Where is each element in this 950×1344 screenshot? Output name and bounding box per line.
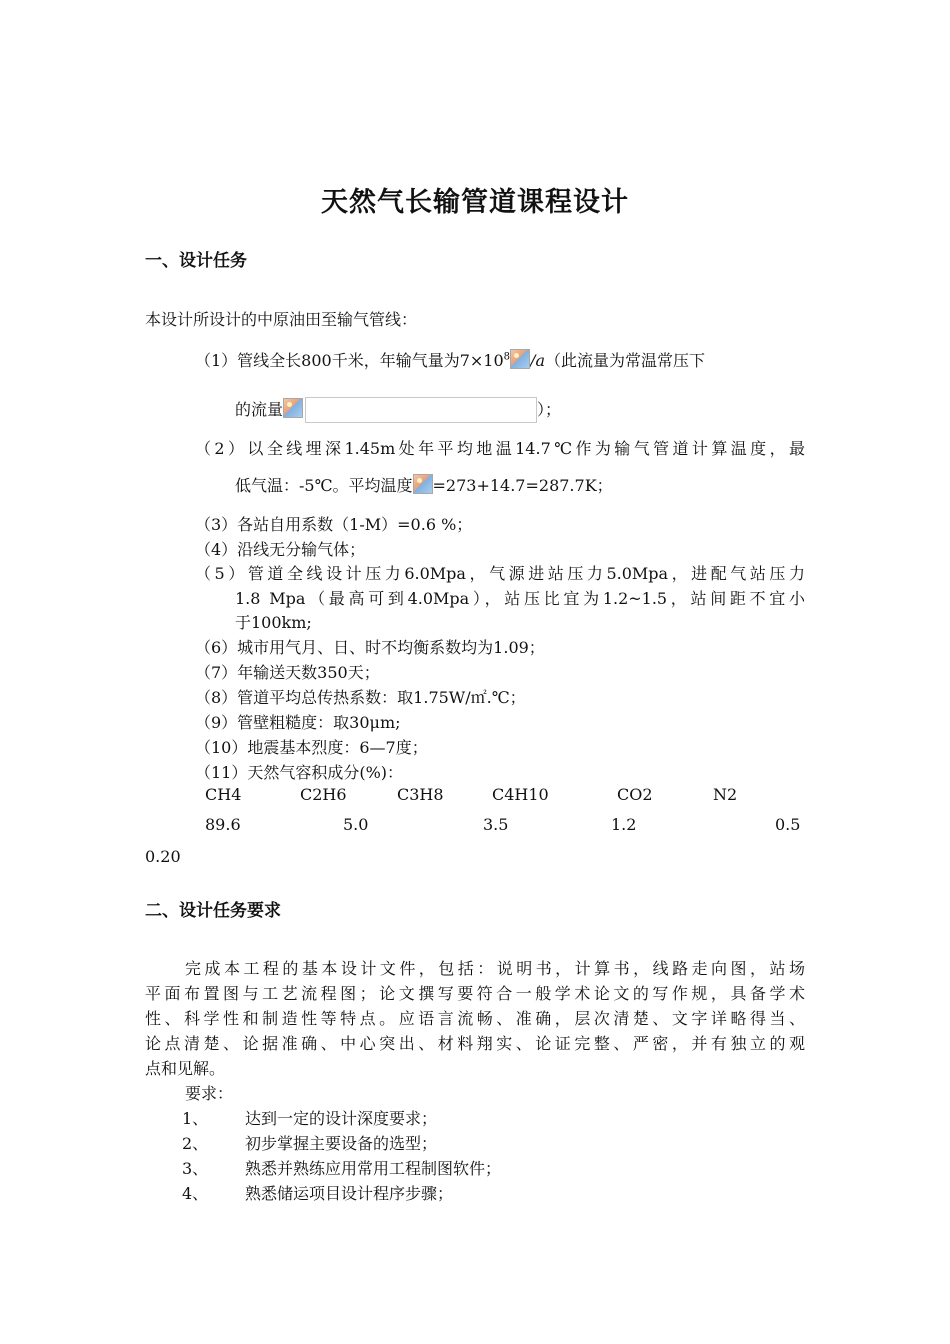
document-title: 天然气长输管道课程设计 [321, 187, 629, 218]
item-2-line-2 [235, 473, 613, 496]
broken-image-icon [510, 349, 530, 369]
intro-text: 本设计所设计的中原油田至输气管线： [145, 310, 418, 329]
gas-header-c4h10: C4H10 [492, 785, 549, 804]
para-line-4: 论点清楚、论据准确、中心突出、材料翔实、论证完整、严密，并有独立的观 [145, 1034, 805, 1053]
item-8: （8）管道平均总传热系数：取1.75W/㎡.℃； [195, 688, 526, 707]
broken-image-icon [413, 474, 433, 494]
item-7: （7）年输送天数350天； [195, 663, 380, 682]
req-num-2: 2、 [182, 1134, 209, 1153]
para-line-2: 平面布置图与工艺流程图；论文撰写要符合一般学术论文的写作规，具备学术 [145, 984, 805, 1003]
gas-value-ch4: 89.6 [205, 815, 241, 834]
item-5-line-2: 1.8 Mpa（最高可到4.0Mpa），站压比宜为1.2~1.5，站间距不宜小 [235, 589, 805, 608]
gas-header-co2: CO2 [617, 785, 653, 804]
para-line-5: 点和见解。 [145, 1059, 226, 1078]
item-11: （11）天然气容积成分(%)： [195, 763, 404, 782]
gas-header-ch4: CH4 [205, 785, 242, 804]
req-text-1: 达到一定的设计深度要求； [245, 1109, 438, 1128]
gas-value-c4h10: 1.2 [611, 815, 637, 834]
item-2-text-b: 低气温：-5℃。平均温度 [235, 476, 413, 495]
req-text-4: 熟悉储运项目设计程序步骤； [245, 1184, 454, 1203]
item-2-text-c: =273+14.7=287.7K； [432, 476, 613, 495]
item-6: （6）城市用气月、日、时不均衡系数均为1.09； [195, 638, 545, 657]
gas-value-co2: 0.5 [775, 815, 801, 834]
requirements-label: 要求： [185, 1084, 234, 1103]
item-3: （3）各站自用系数（1-M）=0.6 %； [195, 515, 473, 534]
item-1-text-a: （1）管线全长800千米，年输气量为7×10 [195, 351, 504, 370]
gas-value-n2: 0.20 [145, 847, 181, 866]
item-1-line-1 [195, 348, 705, 371]
item-5-line-1: （5）管道全线设计压力6.0Mpa，气源进站压力5.0Mpa，进配气站压力 [195, 564, 805, 583]
section1-heading: 一、设计任务 [145, 251, 247, 271]
item-4: （4）沿线无分输气体； [195, 540, 366, 559]
broken-image-icon [283, 398, 303, 418]
item-1-exponent: 8 [503, 351, 511, 363]
item-1-line-2 [235, 397, 561, 423]
item-1-unit: /a [530, 351, 545, 370]
gas-value-c2h6: 5.0 [343, 815, 369, 834]
empty-image-placeholder [305, 397, 537, 423]
item-9: （9）管壁粗糙度：取30μm; [195, 713, 401, 732]
req-num-3: 3、 [182, 1159, 209, 1178]
gas-value-c3h8: 3.5 [483, 815, 509, 834]
req-text-2: 初步掌握主要设备的选型； [245, 1134, 438, 1153]
para-line-1: 完成本工程的基本设计文件，包括：说明书，计算书，线路走向图，站场 [185, 959, 805, 978]
item-2-line-1: （2）以全线埋深1.45m处年平均地温14.7℃作为输气管道计算温度，最 [195, 439, 805, 458]
item-1-text-d: ）； [537, 400, 562, 419]
req-num-4: 4、 [182, 1184, 209, 1203]
req-text-3: 熟悉并熟练应用常用工程制图软件； [245, 1159, 502, 1178]
item-1-text-c: 的流量 [235, 400, 284, 419]
para-line-3: 性、科学性和制造性等特点。应语言流畅、准确，层次清楚、文字详略得当、 [145, 1009, 805, 1028]
gas-header-c2h6: C2H6 [300, 785, 347, 804]
item-1-text-b: （此流量为常温常压下 [544, 351, 705, 370]
item-10: （10）地震基本烈度：6—7度； [195, 738, 428, 757]
item-5-line-3: 于100km; [235, 613, 312, 632]
gas-header-n2: N2 [713, 785, 738, 804]
section2-heading: 二、设计任务要求 [145, 901, 281, 921]
req-num-1: 1、 [182, 1109, 209, 1128]
gas-header-c3h8: C3H8 [397, 785, 444, 804]
